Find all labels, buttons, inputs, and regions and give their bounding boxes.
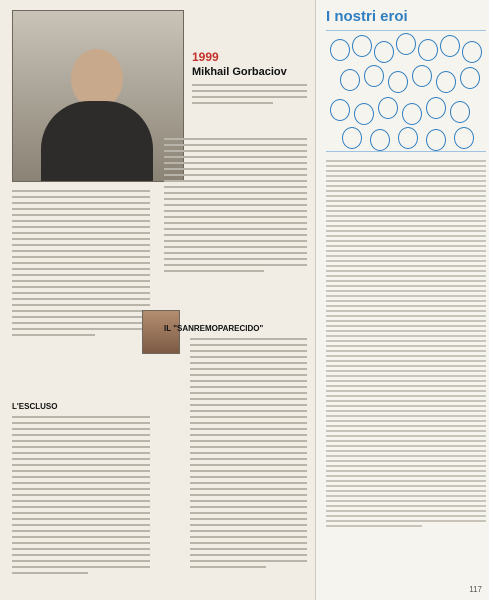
body-line: [12, 530, 150, 532]
body-line: [190, 350, 307, 352]
body-line: [190, 338, 307, 340]
body-line: [164, 210, 307, 212]
article-column: [12, 10, 307, 592]
body-line: [164, 258, 307, 260]
deck-line: [192, 90, 307, 92]
legend-line: [326, 505, 486, 507]
body-text-right-bottom-placeholder: [190, 338, 307, 572]
legend-line: [326, 390, 486, 392]
legend-line: [326, 275, 486, 277]
body-line: [12, 232, 150, 234]
body-line: [12, 488, 150, 490]
body-line: [164, 252, 307, 254]
face-outline: [436, 71, 456, 93]
legend-line: [326, 260, 486, 262]
numbered-legend-placeholder: [326, 160, 486, 530]
legend-line: [326, 160, 486, 162]
body-line: [164, 162, 307, 164]
body-line: [190, 374, 307, 376]
legend-line: [326, 295, 486, 297]
legend-line: [326, 405, 486, 407]
body-line: [12, 298, 150, 300]
panel-title: I nostri eroi: [326, 8, 408, 25]
face-outline: [454, 127, 474, 149]
body-line: [12, 256, 150, 258]
portrait-body-shape: [41, 101, 153, 181]
legend-line: [326, 345, 486, 347]
legend-line: [326, 245, 486, 247]
legend-line: [326, 415, 486, 417]
legend-line: [326, 435, 486, 437]
body-line: [12, 262, 150, 264]
legend-line: [326, 225, 486, 227]
body-line: [190, 536, 307, 538]
body-line: [164, 168, 307, 170]
legend-line: [326, 525, 422, 527]
legend-line: [326, 480, 486, 482]
body-line: [12, 560, 150, 562]
body-line: [12, 554, 150, 556]
sidebar-panel: [315, 0, 489, 600]
body-line: [164, 216, 307, 218]
article-headline: [192, 50, 307, 108]
body-line: [164, 270, 264, 272]
legend-line: [326, 455, 486, 457]
body-line: [164, 186, 307, 188]
face-outline: [450, 101, 470, 123]
body-line: [12, 286, 150, 288]
body-line: [190, 458, 307, 460]
body-line: [164, 222, 307, 224]
body-line: [164, 198, 307, 200]
body-line: [190, 470, 307, 472]
face-outline: [418, 39, 438, 61]
body-line: [164, 180, 307, 182]
body-line: [12, 524, 150, 526]
legend-line: [326, 285, 486, 287]
legend-line: [326, 350, 486, 352]
body-line: [190, 446, 307, 448]
body-line: [12, 482, 150, 484]
body-line: [190, 542, 307, 544]
body-line: [12, 542, 150, 544]
legend-line: [326, 255, 486, 257]
body-line: [190, 488, 307, 490]
body-line: [12, 214, 150, 216]
body-line: [12, 566, 150, 568]
face-outline: [398, 127, 418, 149]
face-outline: [364, 65, 384, 87]
body-line: [190, 494, 307, 496]
legend-line: [326, 340, 486, 342]
face-outline: [370, 129, 390, 151]
body-line: [190, 344, 307, 346]
face-outline: [342, 127, 362, 149]
legend-line: [326, 495, 486, 497]
legend-line: [326, 500, 486, 502]
body-line: [12, 476, 150, 478]
legend-line: [326, 470, 486, 472]
body-line: [190, 554, 307, 556]
body-line: [12, 238, 150, 240]
body-line: [12, 416, 150, 418]
body-text-escluso-placeholder: [12, 416, 150, 578]
body-line: [190, 548, 307, 550]
legend-line: [326, 205, 486, 207]
body-line: [12, 304, 150, 306]
body-line: [12, 440, 150, 442]
page-number: 117: [469, 585, 482, 594]
face-outline: [460, 67, 480, 89]
face-outline: [374, 41, 394, 63]
portrait-photo: [12, 10, 184, 182]
body-line: [190, 518, 307, 520]
body-line: [12, 446, 150, 448]
body-line: [12, 202, 150, 204]
legend-line: [326, 240, 486, 242]
legend-line: [326, 300, 486, 302]
body-line: [190, 410, 307, 412]
body-line: [12, 494, 150, 496]
face-outline: [352, 35, 372, 57]
body-line: [12, 328, 150, 330]
section-heading-sanremoparecido: IL "SANREMOPARECIDO": [164, 324, 264, 333]
face-outline: [396, 33, 416, 55]
portrait-head-shape: [71, 49, 123, 109]
legend-line: [326, 315, 486, 317]
legend-line: [326, 210, 486, 212]
legend-line: [326, 395, 486, 397]
face-outline: [426, 129, 446, 151]
legend-line: [326, 465, 486, 467]
body-line: [12, 464, 150, 466]
legend-line: [326, 385, 486, 387]
legend-line: [326, 360, 486, 362]
legend-line: [326, 430, 486, 432]
body-line: [190, 524, 307, 526]
legend-line: [326, 440, 486, 442]
section-heading-escluso: L'ESCLUSO: [12, 402, 58, 411]
legend-line: [326, 510, 486, 512]
body-line: [190, 464, 307, 466]
face-outline: [412, 65, 432, 87]
legend-line: [326, 250, 486, 252]
headline-name: Mikhail Gorbaciov: [192, 66, 287, 78]
headline-deck-placeholder: [192, 84, 307, 104]
body-line: [12, 292, 150, 294]
body-line: [190, 398, 307, 400]
body-line: [164, 150, 307, 152]
legend-line: [326, 270, 486, 272]
body-line: [190, 500, 307, 502]
legend-line: [326, 170, 486, 172]
body-line: [12, 572, 88, 574]
legend-line: [326, 325, 486, 327]
legend-line: [326, 420, 486, 422]
body-line: [190, 440, 307, 442]
legend-line: [326, 175, 486, 177]
body-line: [190, 356, 307, 358]
body-line: [164, 144, 307, 146]
legend-line: [326, 185, 486, 187]
body-line: [190, 386, 307, 388]
body-line: [12, 512, 150, 514]
body-line: [164, 204, 307, 206]
body-line: [190, 368, 307, 370]
body-line: [12, 268, 150, 270]
body-line: [164, 228, 307, 230]
legend-line: [326, 490, 486, 492]
legend-line: [326, 180, 486, 182]
face-outline: [330, 39, 350, 61]
legend-line: [326, 290, 486, 292]
body-line: [164, 138, 307, 140]
body-line: [12, 208, 150, 210]
body-line: [164, 240, 307, 242]
legend-line: [326, 445, 486, 447]
legend-line: [326, 215, 486, 217]
legend-line: [326, 450, 486, 452]
body-line: [190, 560, 307, 562]
body-line: [190, 452, 307, 454]
body-line: [12, 428, 150, 430]
legend-line: [326, 330, 486, 332]
body-line: [164, 234, 307, 236]
body-line: [12, 274, 150, 276]
body-line: [12, 190, 150, 192]
body-line: [190, 506, 307, 508]
legend-line: [326, 380, 486, 382]
deck-line: [192, 96, 307, 98]
body-line: [190, 362, 307, 364]
body-line: [12, 548, 150, 550]
body-line: [12, 244, 150, 246]
legend-line: [326, 220, 486, 222]
face-outline: [426, 97, 446, 119]
body-line: [12, 250, 150, 252]
body-line: [164, 246, 307, 248]
body-line: [190, 392, 307, 394]
headline-year: 1999: [192, 50, 219, 64]
legend-line: [326, 515, 486, 517]
legend-line: [326, 265, 486, 267]
body-line: [190, 416, 307, 418]
body-line: [12, 518, 150, 520]
legend-line: [326, 485, 486, 487]
face-outline: [440, 35, 460, 57]
legend-line: [326, 200, 486, 202]
legend-line: [326, 230, 486, 232]
body-line: [12, 316, 150, 318]
body-line: [12, 422, 150, 424]
face-outline: [402, 103, 422, 125]
body-line: [12, 434, 150, 436]
body-line: [190, 404, 307, 406]
face-outline: [330, 99, 350, 121]
legend-line: [326, 375, 486, 377]
legend-line: [326, 355, 486, 357]
body-line: [190, 422, 307, 424]
deck-line: [192, 84, 307, 86]
face-outline: [462, 41, 482, 63]
body-line: [12, 500, 150, 502]
body-line: [190, 434, 307, 436]
legend-line: [326, 305, 486, 307]
legend-line: [326, 460, 486, 462]
body-line: [164, 174, 307, 176]
legend-line: [326, 310, 486, 312]
body-line: [190, 512, 307, 514]
body-line: [12, 226, 150, 228]
body-line: [12, 322, 150, 324]
legend-line: [326, 365, 486, 367]
legend-line: [326, 280, 486, 282]
legend-line: [326, 335, 486, 337]
face-outline: [388, 71, 408, 93]
face-outline: [378, 97, 398, 119]
legend-line: [326, 400, 486, 402]
body-line: [12, 506, 150, 508]
body-line: [12, 196, 150, 198]
legend-line: [326, 475, 486, 477]
caricature-crowd-illustration: [326, 30, 486, 152]
body-line: [190, 482, 307, 484]
legend-line: [326, 520, 486, 522]
body-line: [164, 264, 307, 266]
body-line: [164, 156, 307, 158]
face-outline: [340, 69, 360, 91]
body-line: [190, 476, 307, 478]
body-line: [12, 536, 150, 538]
body-text-left-placeholder: [12, 190, 150, 340]
body-text-right-top-placeholder: [164, 138, 307, 276]
body-line: [12, 220, 150, 222]
legend-line: [326, 235, 486, 237]
body-line: [12, 280, 150, 282]
body-line: [12, 470, 150, 472]
body-line: [190, 380, 307, 382]
body-line: [12, 310, 150, 312]
legend-line: [326, 370, 486, 372]
legend-line: [326, 425, 486, 427]
body-line: [12, 452, 150, 454]
legend-line: [326, 320, 486, 322]
body-line: [12, 458, 150, 460]
body-line: [12, 334, 95, 336]
legend-line: [326, 165, 486, 167]
deck-line: [192, 102, 273, 104]
body-line: [190, 530, 307, 532]
body-line: [190, 428, 307, 430]
legend-line: [326, 410, 486, 412]
legend-line: [326, 190, 486, 192]
face-outline: [354, 103, 374, 125]
body-line: [190, 566, 266, 568]
body-line: [164, 192, 307, 194]
legend-line: [326, 195, 486, 197]
